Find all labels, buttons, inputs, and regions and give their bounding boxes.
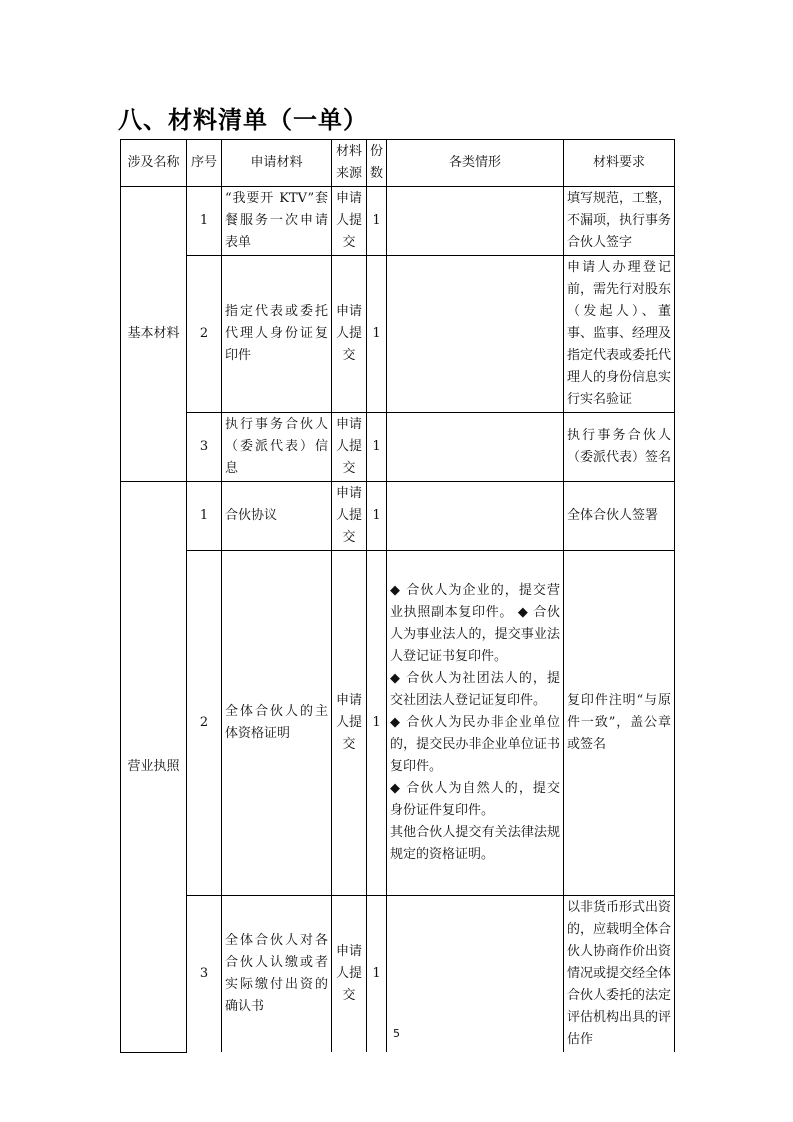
row-material: “我要开 KTV”套餐服务一次申请表单 — [222, 187, 332, 256]
situation-item: 其他合伙人提交有关法律法规规定的资格证明。 — [390, 825, 560, 862]
group-name: 营业执照 — [121, 482, 187, 1053]
table-row — [121, 187, 675, 256]
row-source: 申请人提交 — [332, 551, 367, 896]
page-number: 5 — [393, 1027, 400, 1040]
row-material: 全体合伙人对各合伙人认缴或者实际缴付出资的确认书 — [222, 896, 332, 1053]
row-number: 2 — [187, 551, 222, 896]
row-requirement: 填写规范，工整，不漏项，执行事务合伙人签字 — [564, 187, 675, 256]
row-material: 指定代表或委托代理人身份证复印件 — [222, 256, 332, 413]
table-row — [121, 256, 675, 413]
page-title: 八、材料清单（一单） — [118, 106, 368, 134]
table-row — [121, 413, 675, 482]
row-copies: 1 — [367, 482, 387, 551]
header-source: 材料来源 — [332, 140, 367, 187]
row-copies: 1 — [367, 413, 387, 482]
row-requirement: 执行事务合伙人（委派代表）签名 — [564, 413, 675, 482]
row-material: 全体合伙人的主体资格证明 — [222, 551, 332, 896]
situation-item: ◆ 合伙人为企业的，提交营业执照副本复印件。 ◆ 合伙人为事业法人的，提交事业法人登记证书复印件。 — [390, 583, 560, 664]
row-copies: 1 — [367, 256, 387, 413]
header-category: 涉及名称 — [121, 140, 187, 187]
row-requirement: 申请人办理登记前，需先行对股东（发起人）、董事、监事、经理及指定代表或委托代理人的身份信息实行实名验证 — [564, 256, 675, 413]
row-source: 申请人提交 — [332, 482, 367, 551]
header-copies: 份数 — [367, 140, 387, 187]
row-situation — [387, 256, 564, 413]
row-number: 3 — [187, 896, 222, 1053]
row-situation — [387, 413, 564, 482]
row-number: 1 — [187, 187, 222, 256]
situation-item: ◆ 合伙人为自然人的，提交身份证件复印件。 — [390, 781, 560, 818]
row-number: 2 — [187, 256, 222, 413]
row-situation — [387, 482, 564, 551]
header-number: 序号 — [187, 140, 222, 187]
table-row — [121, 551, 675, 896]
row-source: 申请人提交 — [332, 256, 367, 413]
header-material: 申请材料 — [222, 140, 332, 187]
row-copies: 1 — [367, 187, 387, 256]
row-copies: 1 — [367, 896, 387, 1053]
row-requirement: 复印件注明“与原件一致”，盖公章或签名 — [564, 551, 675, 896]
header-situation: 各类情形 — [387, 140, 564, 187]
situation-item: ◆ 合伙人为民办非企业单位的，提交民办非企业单位证书复印件。 — [390, 715, 560, 774]
row-situation — [387, 187, 564, 256]
row-material: 执行事务合伙人（委派代表）信息 — [222, 413, 332, 482]
row-source: 申请人提交 — [332, 896, 367, 1053]
row-number: 3 — [187, 413, 222, 482]
row-requirement: 全体合伙人签署 — [564, 482, 675, 551]
situation-item: ◆ 合伙人为社团法人的，提交社团法人登记证复印件。 — [390, 671, 560, 708]
table-row — [121, 482, 675, 551]
group-name: 基本材料 — [121, 187, 187, 482]
header-requirement: 材料要求 — [564, 140, 675, 187]
materials-table — [120, 139, 675, 1053]
row-number: 1 — [187, 482, 222, 551]
row-situation — [387, 551, 564, 896]
row-source: 申请人提交 — [332, 413, 367, 482]
row-source: 申请人提交 — [332, 187, 367, 256]
row-requirement: 以非货币形式出资的，应载明全体合伙人协商作价出资情况或提交经全体合伙人委托的法定评估机构出具的评估作 — [564, 896, 675, 1053]
row-material: 合伙协议 — [222, 482, 332, 551]
row-copies: 1 — [367, 551, 387, 896]
table-header-row — [121, 140, 675, 187]
